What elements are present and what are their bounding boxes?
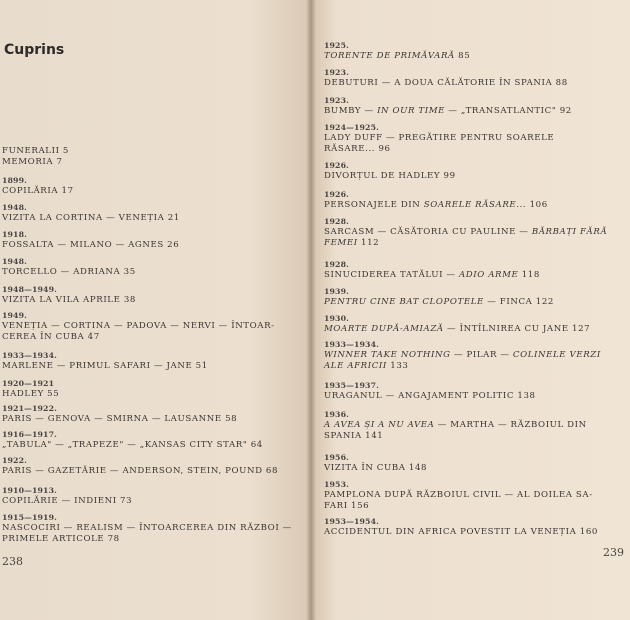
toc-entry-text: DEBUTURI — A DOUA CĂLĂTORIE ÎN SPANIA 88	[324, 78, 568, 88]
toc-entry-year: 1948.	[2, 257, 27, 266]
toc-entry-line	[324, 171, 456, 182]
toc-entry-line	[2, 523, 292, 534]
toc-entry-year: 1933—1934.	[324, 340, 379, 349]
toc-entry-text: FOSSALTA — MILANO — AGNES 26	[2, 240, 180, 250]
toc-entry-title-italic: SOARELE RĂSARE...	[423, 200, 527, 210]
toc-entry-line	[324, 420, 587, 431]
toc-entry-text: CEREA ÎN CUBA 47	[2, 332, 100, 342]
toc-entry-text: — ÎNTÎLNIREA CU JANE 127	[443, 324, 591, 334]
toc-entry-text: MEMORIA 7	[2, 157, 63, 167]
toc-entry-line	[2, 146, 69, 157]
toc-entry-line	[324, 270, 540, 281]
toc-entry-text: MARLENE — PRIMUL SAFARI — JANE 51	[2, 361, 208, 371]
toc-entry-line	[2, 321, 275, 332]
toc-entry-line	[324, 144, 554, 155]
toc-entry-year: 1925.	[324, 41, 349, 50]
toc-entry-year: 1926.	[324, 190, 349, 199]
toc-entry-line	[2, 534, 292, 545]
toc-entry-text: — PILAR —	[450, 350, 513, 360]
toc-entry-text: — FINCA 122	[483, 297, 554, 307]
toc-entry-line	[2, 414, 237, 425]
toc-entry	[324, 189, 548, 211]
toc-entry-title-italic: A AVEA ȘI A NU AVEA	[324, 420, 435, 430]
toc-entry	[2, 256, 136, 278]
toc-entry-year: 1916—1917.	[2, 430, 57, 439]
toc-entry-text: VIZITA LA VILA APRILE 38	[2, 295, 136, 305]
toc-entry-year: 1910—1913.	[2, 486, 57, 495]
toc-entry-line	[2, 157, 69, 168]
toc-entry-year: 1930.	[324, 314, 349, 323]
toc-entry-year: 1956.	[324, 453, 349, 462]
toc-entry-line	[2, 496, 132, 507]
toc-entry-text: SINUCIDEREA TATĂLUI —	[324, 270, 459, 280]
toc-entry-line	[324, 200, 548, 211]
toc-entry-line	[2, 466, 278, 477]
toc-entry-title-italic: BĂRBAȚI FĂRĂ	[531, 227, 608, 237]
toc-entry-line	[2, 332, 275, 343]
toc-entry-line	[2, 186, 74, 197]
toc-entry-year: 1928.	[324, 260, 349, 269]
toc-entry-line	[324, 51, 470, 62]
toc-entry-line	[2, 295, 136, 306]
toc-entry	[2, 175, 74, 197]
left-page	[0, 0, 311, 620]
toc-entry-line	[2, 213, 180, 224]
toc-entry-text: 118	[518, 270, 540, 280]
toc-entry-year: 1939.	[324, 287, 349, 296]
toc-entry-text: PARIS — GAZETĂRIE — ANDERSON, STEIN, POUND 68	[2, 466, 279, 476]
toc-entry	[324, 479, 593, 512]
toc-entry-text: LADY DUFF — PREGĂTIRE PENTRU SOARELE	[324, 133, 555, 143]
toc-entry	[2, 350, 208, 372]
toc-entry-text: PERSONAJELE DIN	[324, 200, 424, 210]
toc-entry-text: BUMBY —	[324, 106, 378, 116]
toc-entry-text: SPANIA 141	[324, 431, 384, 441]
toc-entry	[324, 122, 554, 155]
toc-entry	[324, 380, 536, 402]
toc-entry-text: SARCASM — CĂSĂTORIA CU PAULINE —	[324, 227, 532, 237]
toc-entry	[2, 512, 292, 545]
toc-entry	[324, 40, 470, 62]
toc-entry-line	[324, 297, 554, 308]
toc-entry-text: 85	[454, 51, 471, 61]
toc-entry-year: 1920—1921	[2, 379, 55, 388]
toc-entry-text: TORCELLO — ADRIANA 35	[2, 267, 136, 277]
toc-entry-year: 1923.	[324, 68, 349, 77]
right-page	[311, 0, 630, 620]
toc-entry	[324, 516, 598, 538]
toc-entry-title-italic: ADIO ARME	[458, 270, 519, 280]
toc-entry-text: VIZITA ÎN CUBA 148	[324, 463, 428, 473]
page-number-left: 238	[2, 555, 23, 568]
toc-entry-year: 1926.	[324, 161, 349, 170]
toc-entry	[2, 284, 136, 306]
toc-entry	[324, 216, 607, 249]
toc-entry	[2, 146, 69, 168]
toc-entry-year: 1953.	[324, 480, 349, 489]
toc-entry-year: 1921—1922.	[2, 404, 57, 413]
toc-entry-year: 1924—1925.	[324, 123, 379, 132]
toc-entry-line	[324, 490, 593, 501]
toc-entry-year: 1933—1934.	[2, 351, 57, 360]
toc-entry-line	[324, 463, 427, 474]
toc-entry-year: 1915—1919.	[2, 513, 57, 522]
toc-entry-year: 1949.	[2, 311, 27, 320]
toc-entry-text: PAMPLONA DUPĂ RĂZBOIUL CIVIL — AL DOILEA SA-	[324, 490, 593, 500]
toc-entry	[324, 95, 572, 117]
toc-entry-title-italic: TORENTE DE PRIMĂVARĂ	[324, 51, 455, 61]
toc-entry-text: FARI 156	[324, 501, 370, 511]
toc-entry-year: 1918.	[2, 230, 27, 239]
toc-entry-text: HADLEY 55	[2, 389, 60, 399]
toc-entry-text: URAGANUL — ANGAJAMENT POLITIC 138	[324, 391, 536, 401]
toc-entry-year: 1948—1949.	[2, 285, 57, 294]
toc-entry-text: COPILĂRIE — INDIENI 73	[2, 496, 133, 506]
toc-entry-title-italic: IN OUR TIME	[377, 106, 445, 116]
toc-entry	[324, 259, 540, 281]
toc-entry-line	[324, 133, 554, 144]
toc-entry-line	[324, 238, 607, 249]
toc-entry-line	[324, 78, 568, 89]
toc-entry-title-italic: FEMEI	[324, 238, 358, 248]
toc-entry-year: 1922.	[2, 456, 27, 465]
toc-entry	[2, 455, 278, 477]
toc-entry-text: — MARTHA — RĂZBOIUL DIN	[434, 420, 587, 430]
toc-entry-text: PARIS — GENOVA — SMIRNA — LAUSANNE 58	[2, 414, 238, 424]
toc-entry-line	[324, 501, 593, 512]
toc-entry-text: 133	[386, 361, 409, 371]
toc-entry-year: 1953—1954.	[324, 517, 379, 526]
toc-entry	[2, 485, 132, 507]
toc-entry	[2, 403, 237, 425]
toc-entry	[324, 286, 554, 308]
toc-entry	[324, 409, 587, 442]
toc-entry	[324, 160, 456, 182]
toc-entry-line	[324, 350, 601, 361]
toc-entry-text: DIVORȚUL DE HADLEY 99	[324, 171, 456, 181]
toc-entry-title-italic: PENTRU CINE BAT CLOPOTELE	[324, 297, 484, 307]
toc-entry	[2, 229, 179, 251]
toc-entry-text: FUNERALII 5	[2, 146, 69, 156]
toc-entry-line	[2, 361, 208, 372]
toc-entry-line	[324, 324, 590, 335]
toc-entry	[324, 339, 601, 372]
toc-entry-text: — „TRANSATLANTIC" 92	[445, 106, 572, 116]
toc-entry-year: 1948.	[2, 203, 27, 212]
toc-entry-title-italic: ALE AFRICII	[324, 361, 387, 371]
toc-entry-line	[2, 389, 59, 400]
toc-entry-year: 1928.	[324, 217, 349, 226]
toc-entry-text: RĂSARE... 96	[324, 144, 391, 154]
toc-entry-text: PRIMELE ARTICOLE 78	[2, 534, 120, 544]
page-number-right: 239	[603, 546, 624, 559]
toc-entry-text: 106	[526, 200, 548, 210]
toc-entry-line	[324, 361, 601, 372]
toc-entry-year: 1935—1937.	[324, 381, 379, 390]
toc-entry	[324, 67, 568, 89]
toc-entry-text: VIZITA LA CORTINA — VENEȚIA 21	[2, 213, 180, 223]
toc-entry-text: ACCIDENTUL DIN AFRICA POVESTIT LA VENEȚIA 160	[324, 527, 598, 537]
toc-entry-line	[2, 240, 179, 251]
toc-entry-text: COPILĂRIA 17	[2, 186, 74, 196]
toc-entry-text: 112	[357, 238, 380, 248]
toc-entry-line	[324, 431, 587, 442]
toc-entry-text: NASCOCIRI — REALISM — ÎNTOARCEREA DIN RĂZBOI —	[2, 523, 292, 533]
toc-entry-year: 1899.	[2, 176, 27, 185]
toc-entry-title-italic: COLINELE VERZI	[512, 350, 601, 360]
toc-entry-line	[2, 267, 136, 278]
toc-entry-line	[324, 227, 607, 238]
toc-entry-text: VENEȚIA — CORTINA — PADOVA — NERVI — ÎNTOAR-	[2, 321, 275, 331]
toc-entry	[324, 313, 590, 335]
toc-entry	[2, 310, 275, 343]
toc-entry	[2, 378, 59, 400]
toc-entry	[324, 452, 427, 474]
toc-entry-line	[324, 106, 572, 117]
book-gutter	[306, 0, 316, 620]
toc-entry-year: 1936.	[324, 410, 349, 419]
page-heading: Cuprins	[4, 42, 65, 58]
toc-entry-year: 1923.	[324, 96, 349, 105]
toc-entry	[2, 429, 263, 451]
toc-entry-title-italic: WINNER TAKE NOTHING	[324, 350, 451, 360]
toc-entry-line	[324, 527, 598, 538]
toc-entry-line	[2, 440, 263, 451]
toc-entry-title-italic: MOARTE DUPĂ-AMIAZĂ	[324, 324, 444, 334]
toc-entry	[2, 202, 180, 224]
toc-entry-line	[324, 391, 536, 402]
toc-entry-text: „TABULA" — „TRAPEZE" — „KANSAS CITY STAR" 64	[2, 440, 263, 450]
